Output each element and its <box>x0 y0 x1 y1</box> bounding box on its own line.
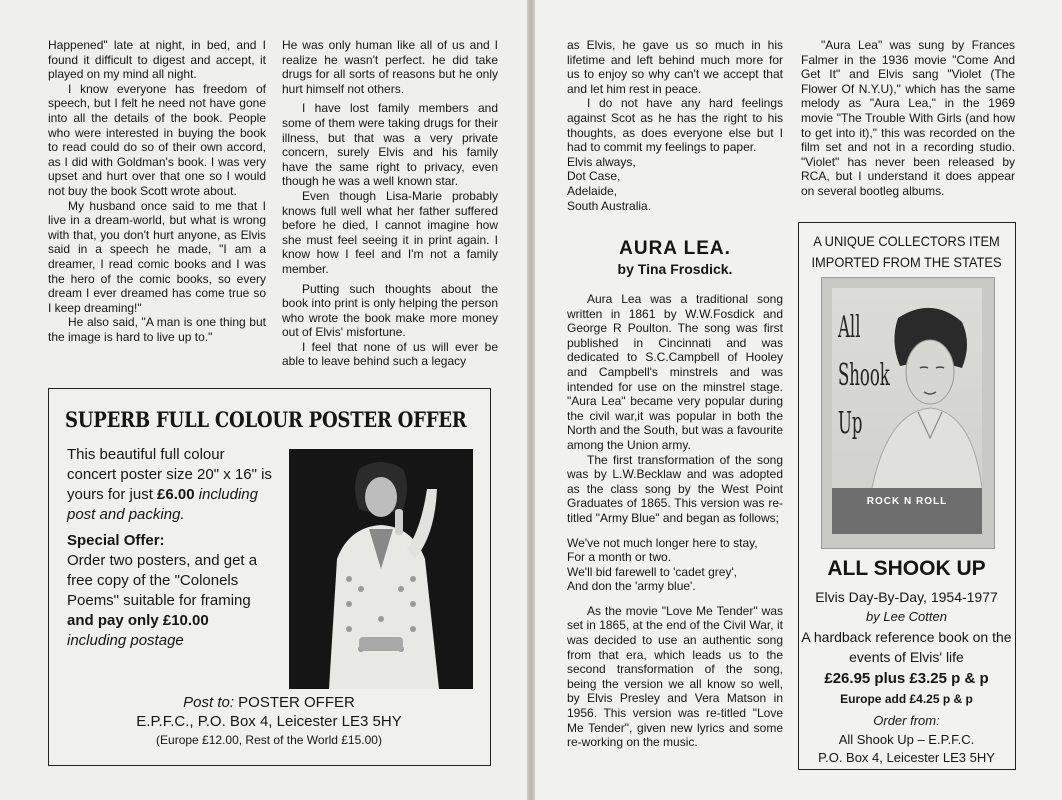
paragraph: I do not have any hard feelings against Scot as he has the right to his thoughts, as does everyone else but I had to commit my feelings to paper. <box>567 96 783 155</box>
book-price-block <box>799 669 1014 709</box>
signoff-line: Dot Case, <box>567 169 621 184</box>
verse-line: And don the 'army blue'. <box>567 579 696 594</box>
poster-postal-info <box>49 693 489 750</box>
poster-ad-title: SUPERB FULL COLOUR POSTER OFFER <box>65 407 467 432</box>
paragraph: My husband once said to me that I live in a dream-world, but what is wrong with that, you don't hurt anyone, as Elvis said in a speech he made, "I am a dreamer, I read comic books and I was the hero of the comic books, so every dream I ever dreamed has come true so I keep dreaming!" <box>48 198 266 315</box>
special-offer-price: and pay only £10.00 <box>67 612 209 629</box>
paragraph: I have lost family members and some of them were taking drugs for their illness, but that was a very private concern, surely Elvis and his family have the same right to privacy, even though he was a well known star. <box>282 101 498 189</box>
special-offer-heading: Special Offer: <box>67 532 165 549</box>
paragraph: I know everyone has freedom of speech, but I felt he need not have gone into all the details of the book. People who were interested in buying the book to read could do so of their own accord, as I did with Goldman's book. I was very upset and hurt over that one so I would not buy the book Scott wrote about. <box>48 81 266 198</box>
cover-title-line: Shook <box>838 358 890 393</box>
signoff-line: South Australia. <box>567 198 652 213</box>
left-column-1 <box>48 38 266 344</box>
book-order-info <box>799 712 1014 768</box>
post-to-name: POSTER OFFER <box>234 694 355 711</box>
song-verse <box>567 536 783 594</box>
paragraph: He was only human like all of us and I realize he wasn't perfect. he did take drugs for all sorts of reasons but he only hurt himself not others. <box>282 38 498 96</box>
cover-strip-text: ROCK N ROLL <box>866 496 948 507</box>
order-label: Order from: <box>873 713 940 728</box>
book-cover-art <box>832 288 982 534</box>
verse-line: For a month or two. <box>567 550 672 565</box>
poster-price: £6.00 <box>157 486 195 503</box>
book-price: £26.95 plus £3.25 p & p <box>824 670 989 687</box>
signoff-line: Adelaide, <box>567 183 618 198</box>
book-title: ALL SHOOK UP <box>827 557 986 580</box>
paragraph: I feel that none of us will ever be able to leave behind such a legacy <box>282 339 498 369</box>
article-body <box>567 292 783 750</box>
performer-image <box>289 449 473 689</box>
letter-signoff <box>567 155 783 213</box>
signoff-line: Elvis always, <box>567 154 636 169</box>
poster-address: E.P.F.C., P.O. Box 4, Leicester LE3 5HY <box>136 713 402 730</box>
page-gutter <box>527 0 535 800</box>
book-cover-title <box>838 304 890 448</box>
book-europe-price: Europe add £4.25 p & p <box>840 692 973 706</box>
order-name: All Shook Up – E.P.F.C. <box>838 731 975 747</box>
right-column-1 <box>567 38 783 213</box>
paragraph: Happened" late at night, in bed, and I found it difficult to digest and accept, it played on my mind all night. <box>48 38 266 82</box>
left-column-2 <box>282 38 498 369</box>
book-ad-header: A UNIQUE COLLECTORS ITEM IMPORTED FROM THE STATES <box>811 233 1002 270</box>
verse-line: We'll bid farewell to 'cadet grey', <box>567 564 738 579</box>
article-title: AURA LEA. <box>619 238 731 259</box>
cover-title-line: Up <box>838 406 863 441</box>
post-to-label: Post to: <box>183 694 234 711</box>
paragraph: Even though Lisa-Marie probably knows full well what her father suffered before he died, I cannot imagine how she must feel seeing it in print again. I know how I feel and I'm not a family member. <box>282 188 498 276</box>
verse-line: We've not much longer here to stay, <box>567 535 758 550</box>
paragraph: As the movie "Love Me Tender" was set in 1865, at the end of the Civil War, it was decided to use an authentic song from that era, which leads us to the second transformation of the song, being the version we all know so well, by Elvis Presley and Vera Matson in 1956. This version was re-titled "Love Me Tender", given new lyrics and some re-working on the music. <box>567 603 783 750</box>
book-ad <box>798 222 1016 770</box>
paragraph: The first transformation of the song was by L.W.Becklaw and was adopted as the class song by the West Point Graduates of 1865. This version was re-titled "Army Blue" and began as follows; <box>567 452 783 525</box>
order-address: P.O. Box 4, Leicester LE3 5HY <box>818 750 995 765</box>
book-subtitle: Elvis Day-By-Day, 1954-1977 <box>815 589 998 605</box>
paragraph: Aura Lea was a traditional song written in 1861 by W.W.Fosdick and George R Poulton. The song was first published in Cincinnati and was dedicated to S.C.Campbell of Hooley and Campbell's minstrels and was intended for use on the minstrel stage. "Aura Lea" became very popular during the civil war,it was popular in both the North and the South, but was a favourite among the Union army. <box>567 292 783 452</box>
special-offer-text: Order two posters, and get a free copy of the "Colonels Poems" suitable for framing <box>67 552 258 609</box>
poster-offer-ad <box>48 388 491 766</box>
poster-overseas-prices: (Europe £12.00, Rest of the World £15.00) <box>156 733 382 747</box>
paragraph: "Aura Lea" was sung by Frances Falmer in the 1936 movie "Come And Get It" and Elvis sang "Violet (The Flower Of N.Y.U)," which has the same melody as "Aura Lea," in the 1969 movie "The Trouble With Girls (and how to get into it)," this was recorded on the film set and not in a recording studio. "Violet" has never been released by RCA, but I understand it does appear on several bootleg albums. <box>801 38 1015 198</box>
book-description: A hardback reference book on the events of Elvis' life <box>801 629 1012 665</box>
paragraph: He also said, "A man is one thing but the image is hard to live up to." <box>48 315 266 344</box>
special-offer-tail: including postage <box>67 632 184 649</box>
book-cover <box>821 277 995 549</box>
book-author: by Lee Cotten <box>866 609 947 624</box>
right-column-2 <box>801 38 1015 199</box>
poster-offer-tail: including post and packing. <box>67 486 258 523</box>
concert-photo <box>289 449 473 689</box>
cover-title-line: All <box>838 310 861 345</box>
faint-show-through <box>588 170 596 193</box>
poster-ad-text <box>67 445 277 651</box>
paragraph: as Elvis, he gave us so much in his lifetime and left behind much more for us to enjoy so why can't we accept that and let him rest in peace. <box>567 38 783 96</box>
article-byline: by Tina Frosdick. <box>617 261 733 277</box>
paragraph: Putting such thoughts about the book into print is only helping the person who wrote the book make more money out of Elvis' misfortune. <box>282 281 498 340</box>
book-details <box>799 587 1014 667</box>
poster-offer-line: This beautiful full colour concert poster size 20" x 16" is yours for just <box>67 446 272 503</box>
